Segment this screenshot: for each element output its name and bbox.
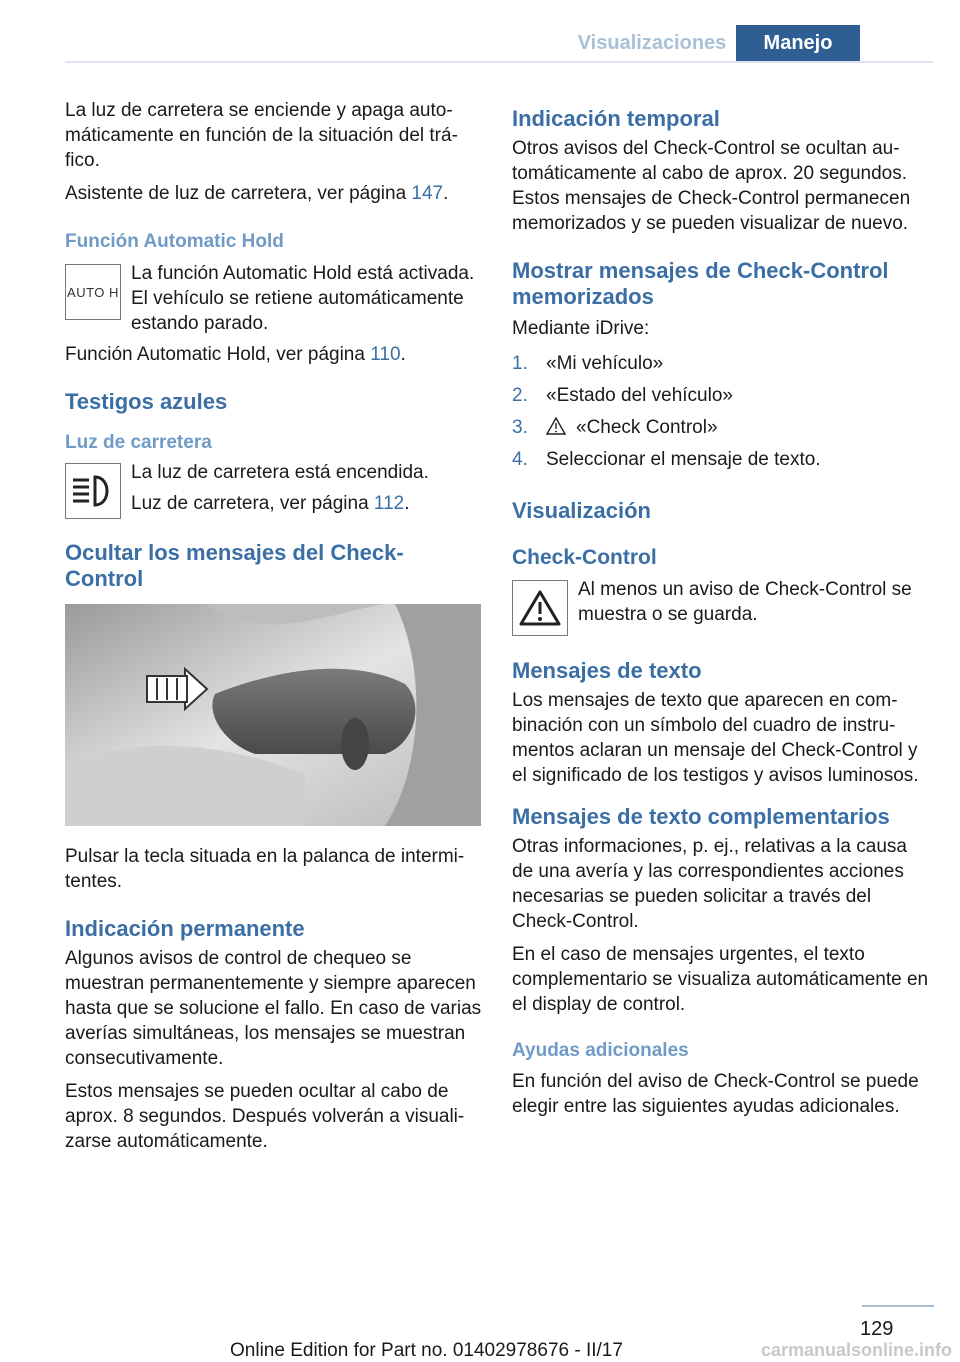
heading-complementary-messages: Mensajes de texto complementarios xyxy=(512,804,890,829)
heading-stored-messages: Mostrar mensajes de Check-Control memorizados xyxy=(512,258,889,309)
page-number: 129 xyxy=(860,1318,894,1340)
heading-hide-messages: Ocultar los mensajes del Check-Control xyxy=(65,540,404,591)
paragraph-auto-hold-ref: Función Automatic Hold, ver página 110. xyxy=(65,344,406,365)
heading-blue-lights: Testigos azules xyxy=(65,389,228,414)
heading-auto-hold: Función Automatic Hold xyxy=(65,231,284,252)
list-item[interactable]: 2. «Estado del vehículo» xyxy=(512,385,733,406)
paragraph-additional-aids: En función del aviso de Check-Control se puede elegir entre las siguientes ayudas adicionales. xyxy=(512,1071,919,1117)
high-beam-row xyxy=(65,463,483,522)
edition-text: Online Edition for Part no. 01402978676 - II/17 xyxy=(230,1340,623,1361)
heading-temporal-display: Indicación temporal xyxy=(512,106,720,131)
warning-triangle-icon xyxy=(512,580,568,636)
heading-display: Visualización xyxy=(512,498,651,523)
warning-triangle-icon xyxy=(546,417,566,435)
link-page-112[interactable]: 112 xyxy=(373,493,405,514)
via-idrive: Mediante iDrive: xyxy=(512,318,650,339)
tab-visualizaciones[interactable]: Visualizaciones xyxy=(577,32,727,54)
heading-text-messages: Mensajes de texto xyxy=(512,658,702,683)
link-page-147[interactable]: 147 xyxy=(411,183,444,204)
link-page-110[interactable]: 110 xyxy=(370,344,401,365)
right-column xyxy=(512,98,930,1127)
paragraph-permanent-1: Algunos avisos de control de chequeo se muestran permanentemente y siempre aparecen hasta que se solucione el fallo. En caso de varias averías simultáneas, los mensajes se muestran consecutivamente. xyxy=(65,948,482,1069)
auto-hold-icon: AUTO H xyxy=(65,264,121,320)
paragraph-text-messages: Los mensajes de texto que aparecen en combinación con un símbolo del cuadro de instrumentos aclaran un mensaje del Check-Control y el significado de los testigos y avisos luminosos. xyxy=(512,690,919,786)
heading-check-control: Check-Control xyxy=(512,546,657,569)
left-column xyxy=(65,98,483,1162)
turn-signal-lever-image xyxy=(65,604,481,826)
high-beam-icon xyxy=(65,463,121,519)
list-item[interactable]: 1. «Mi vehículo» xyxy=(512,353,664,374)
tab-manejo[interactable]: Manejo xyxy=(736,25,860,62)
header-divider xyxy=(65,61,933,63)
check-control-row xyxy=(512,580,930,636)
photo-caption: Pulsar la tecla situada en la palanca de intermitentes. xyxy=(65,846,465,892)
auto-hold-row xyxy=(65,264,483,342)
check-control-description: Al menos un aviso de Check-Control se muestra o se guarda. xyxy=(578,579,912,625)
paragraph-complementary-1: Otras informaciones, p. ej., relativas a la causa de una avería y las correspondientes acciones necesarias se pueden solicitar a través del Check-Control. xyxy=(512,836,907,932)
paragraph-high-beam-auto: La luz de carretera se enciende y apaga automáticamente en función de la situación del tráfico. xyxy=(65,100,458,171)
heading-high-beam: Luz de carretera xyxy=(65,432,212,453)
paragraph-high-beam-assist-ref: Asistente de luz de carretera, ver página 147. xyxy=(65,183,449,204)
heading-permanent-display: Indicación permanente xyxy=(65,916,305,941)
list-item[interactable]: 4. Seleccionar el mensaje de texto. xyxy=(512,449,821,470)
paragraph-complementary-2: En el caso de mensajes urgentes, el texto complementario se visualiza automáticamente en el display de control. xyxy=(512,944,929,1015)
auto-hold-description: La función Automatic Hold está activada. El vehículo se retiene automáticamente estando parado. xyxy=(131,263,475,334)
steps-list xyxy=(512,351,930,472)
paragraph-high-beam-ref: Luz de carretera, ver página 112. xyxy=(131,493,410,514)
heading-additional-aids: Ayudas adicionales xyxy=(512,1040,689,1061)
list-item[interactable]: 3. «Check Control» xyxy=(512,417,718,438)
high-beam-description: La luz de carretera está encendida. xyxy=(131,462,429,483)
watermark: carmanualsonline.info xyxy=(760,1340,952,1360)
page-number-rule xyxy=(862,1305,934,1307)
paragraph-permanent-2: Estos mensajes se pueden ocultar al cabo de aprox. 8 segundos. Después volverán a visualizarse automáticamente. xyxy=(65,1081,465,1152)
paragraph-temporal: Otros avisos del Check-Control se ocultan automáticamente al cabo de aprox. 20 segundos. Estos mensajes de Check-Control permanecen memorizados y se pueden visualizar de nuevo. xyxy=(512,138,911,234)
